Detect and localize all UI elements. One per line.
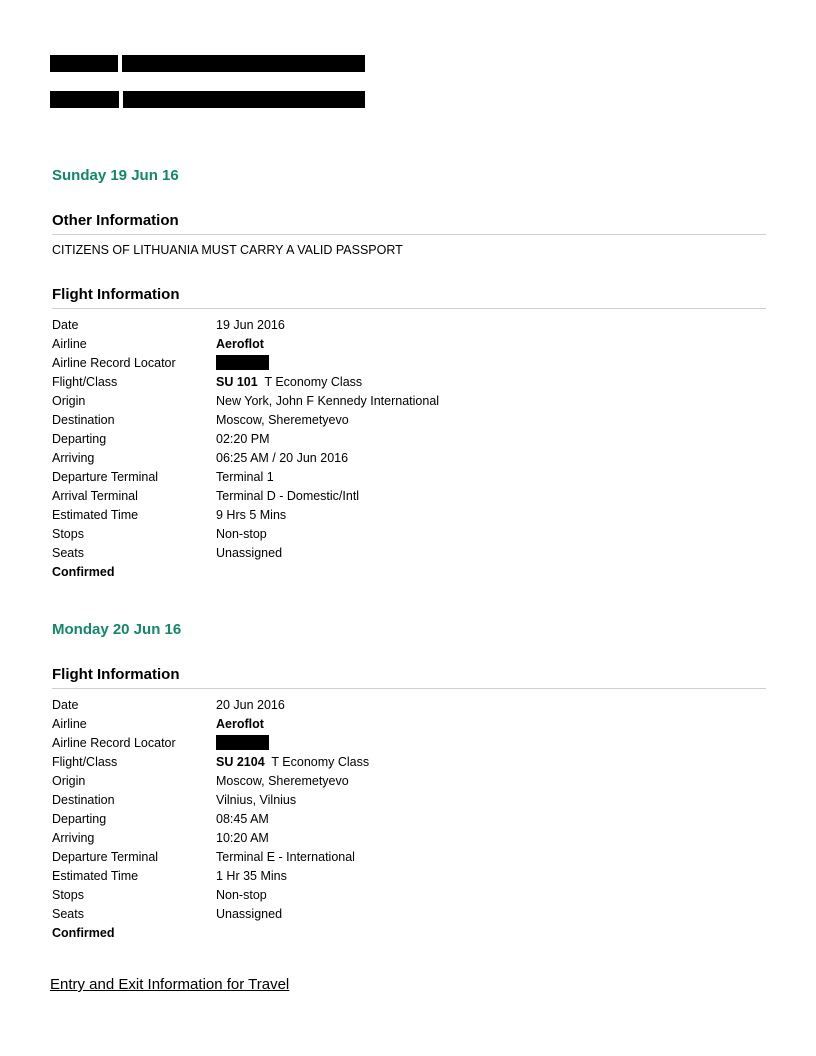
table-row xyxy=(52,372,439,391)
table-row xyxy=(52,315,439,334)
stops-value: Non-stop xyxy=(216,526,267,541)
flight-number: SU 2104 xyxy=(216,754,265,769)
date-label: Date xyxy=(52,697,79,712)
table-row xyxy=(52,809,369,828)
date-label: Date xyxy=(52,317,79,332)
arrival-terminal-label: Arrival Terminal xyxy=(52,488,138,503)
table-row xyxy=(52,410,439,429)
seats-value: Unassigned xyxy=(216,906,283,921)
stops-label: Stops xyxy=(52,887,84,902)
origin-label: Origin xyxy=(52,393,86,408)
departing-label: Departing xyxy=(52,811,107,826)
date-value: 20 Jun 2016 xyxy=(216,697,285,712)
destination-label: Destination xyxy=(52,792,115,807)
arriving-label: Arriving xyxy=(52,450,95,465)
departure-terminal-label: Departure Terminal xyxy=(52,469,159,484)
destination-value: Vilnius, Vilnius xyxy=(216,792,297,807)
table-row xyxy=(52,467,439,486)
stops-value: Non-stop xyxy=(216,887,267,902)
redacted-locator xyxy=(216,735,269,750)
day-heading: Sunday 19 Jun 16 xyxy=(52,167,179,184)
origin-value: New York, John F Kennedy International xyxy=(216,393,440,408)
arriving-value: 10:20 AM xyxy=(216,830,269,845)
destination-label: Destination xyxy=(52,412,115,427)
table-row xyxy=(52,429,439,448)
estimated-time-label: Estimated Time xyxy=(52,507,139,522)
redacted-block xyxy=(123,91,365,108)
fare-class: T Economy Class xyxy=(264,374,363,389)
passport-note: CITIZENS OF LITHUANIA MUST CARRY A VALID PASSPORT xyxy=(52,243,403,257)
redacted-block xyxy=(122,55,365,72)
entry-exit-info-link[interactable]: Entry and Exit Information for Travel xyxy=(50,976,290,993)
table-row xyxy=(52,543,439,562)
record-locator-label: Airline Record Locator xyxy=(52,355,176,370)
seats-label: Seats xyxy=(52,906,84,921)
table-row xyxy=(52,866,369,885)
flight-details-table xyxy=(52,695,369,942)
table-row xyxy=(52,524,439,543)
departure-terminal-value: Terminal E - International xyxy=(216,849,355,864)
flight-class-value xyxy=(216,752,369,771)
airline-value: Aeroflot xyxy=(216,716,264,731)
estimated-time-label: Estimated Time xyxy=(52,868,139,883)
estimated-time-value: 1 Hr 35 Mins xyxy=(216,868,287,883)
departing-label: Departing xyxy=(52,431,107,446)
table-row xyxy=(52,733,369,752)
other-information-heading: Other Information xyxy=(52,212,766,235)
arriving-value: 06:25 AM / 20 Jun 2016 xyxy=(216,450,349,465)
record-locator-value xyxy=(216,353,439,372)
booking-status: Confirmed xyxy=(52,564,115,579)
departure-terminal-value: Terminal 1 xyxy=(216,469,274,484)
table-row xyxy=(52,885,369,904)
table-row xyxy=(52,695,369,714)
table-row xyxy=(52,771,369,790)
flight-details-table xyxy=(52,315,439,581)
redacted-locator xyxy=(216,355,269,370)
table-row xyxy=(52,714,369,733)
table-row xyxy=(52,923,369,942)
table-row xyxy=(52,904,369,923)
arrival-terminal-value: Terminal D - Domestic/Intl xyxy=(216,488,360,503)
fare-class: T Economy Class xyxy=(271,754,370,769)
origin-label: Origin xyxy=(52,773,86,788)
arriving-label: Arriving xyxy=(52,830,95,845)
stops-label: Stops xyxy=(52,526,84,541)
table-row xyxy=(52,828,369,847)
estimated-time-value: 9 Hrs 5 Mins xyxy=(216,507,287,522)
table-row xyxy=(52,790,369,809)
record-locator-label: Airline Record Locator xyxy=(52,735,176,750)
departure-terminal-label: Departure Terminal xyxy=(52,849,159,864)
seats-value: Unassigned xyxy=(216,545,283,560)
redacted-block xyxy=(50,91,119,108)
redacted-block xyxy=(50,55,118,72)
table-row xyxy=(52,752,369,771)
table-row xyxy=(52,505,439,524)
table-row xyxy=(52,391,439,410)
day-heading: Monday 20 Jun 16 xyxy=(52,621,182,638)
departing-value: 02:20 PM xyxy=(216,431,270,446)
record-locator-value xyxy=(216,733,369,752)
flight-class-value xyxy=(216,372,439,391)
flight-class-label: Flight/Class xyxy=(52,374,118,389)
date-value: 19 Jun 2016 xyxy=(216,317,285,332)
flight-class-label: Flight/Class xyxy=(52,754,118,769)
origin-value: Moscow, Sheremetyevo xyxy=(216,773,349,788)
flight-information-heading: Flight Information xyxy=(52,286,766,309)
table-row xyxy=(52,353,439,372)
airline-value: Aeroflot xyxy=(216,336,264,351)
table-row xyxy=(52,486,439,505)
airline-label: Airline xyxy=(52,716,87,731)
table-row xyxy=(52,847,369,866)
airline-label: Airline xyxy=(52,336,87,351)
table-row xyxy=(52,448,439,467)
seats-label: Seats xyxy=(52,545,84,560)
table-row xyxy=(52,562,439,581)
destination-value: Moscow, Sheremetyevo xyxy=(216,412,349,427)
flight-information-heading: Flight Information xyxy=(52,666,766,689)
booking-status: Confirmed xyxy=(52,925,115,940)
table-row xyxy=(52,334,439,353)
flight-number: SU 101 xyxy=(216,374,258,389)
departing-value: 08:45 AM xyxy=(216,811,269,826)
